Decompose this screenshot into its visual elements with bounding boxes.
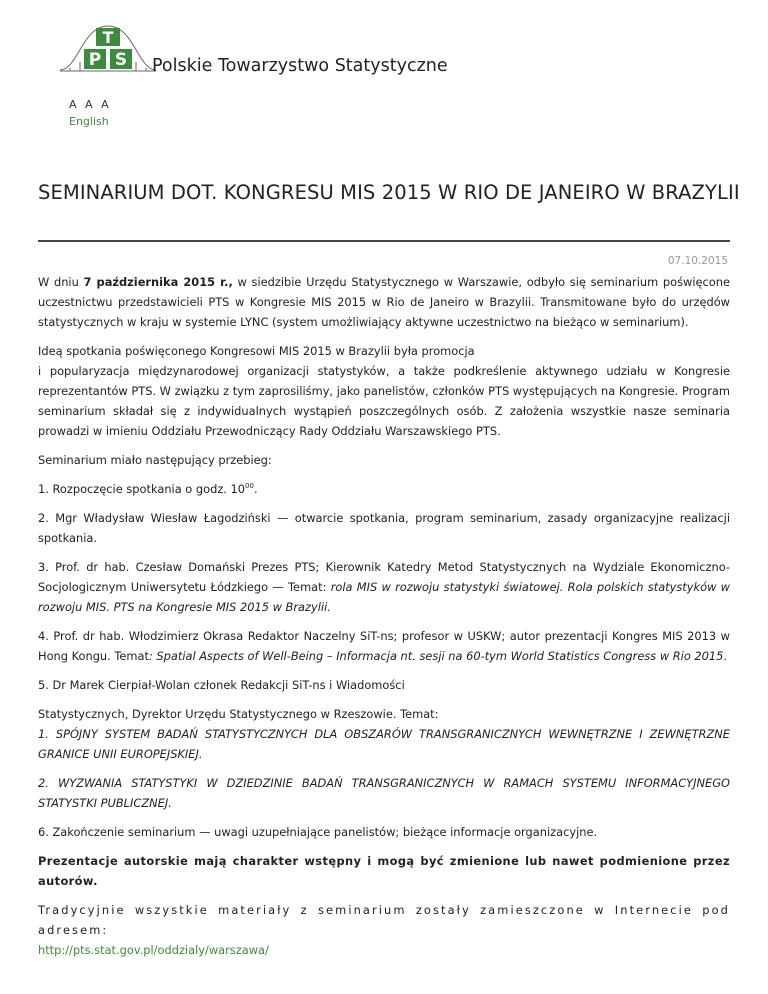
materials-link[interactable]: http://pts.stat.gov.pl/oddzialy/warszawa/ — [38, 943, 269, 957]
item-1-text: 1. Rozpoczęcie spotkania o godz. 10 — [38, 482, 246, 496]
item-3-topic: rola MIS w rozwoju statystyki światowej. Rola polskich statystyków w rozwoju MIS. PTS na Kongresie MIS 2015 w Brazylii. — [38, 580, 730, 614]
intro-rest: w siedzibie Urzędu Statystycznego w Warszawie, odbyło się seminarium poświęcone uczestnictwu przedstawicieli PTS w Kongresie MIS 2015 w Rio de Janeiro w Brazylii. Transmitowane było do urzędów statystycznych w kraju w systemie LYNC (system umożliwiający aktywne uczestnictwo na bieżąco w seminarium). — [38, 275, 730, 329]
font-size-large[interactable]: A — [101, 98, 111, 111]
topic-1 — [38, 724, 730, 764]
item-3-text: 3. Prof. dr hab. Czesław Domański Prezes PTS; Kierownik Katedry Metod Statystycznych na Wydziale Ekonomiczno-Socjologicznym Uniwersytetu Łódzkiego — Temat: — [38, 560, 730, 594]
program-item-1 — [38, 479, 730, 499]
page-title: SEMINARIUM DOT. KONGRESU MIS 2015 W RIO DE JANEIRO W BRAZYLII — [38, 181, 740, 204]
intro-date-bold: 7 października 2015 r., — [83, 275, 233, 289]
site-header — [58, 16, 478, 78]
site-name[interactable]: Polskie Towarzystwo Statystyczne — [152, 56, 448, 76]
program-item-2: 2. Mgr Władysław Wiesław Łagodziński — otwarcie spotkania, program seminarium, zasady organizacyjne realizacji spotkania. — [38, 511, 730, 545]
idea-first-line: Ideą spotkania poświęconego Kongresowi MIS 2015 w Brazylii była promocja — [38, 344, 475, 358]
font-size-small[interactable]: A — [69, 98, 79, 111]
topic-2 — [38, 773, 730, 813]
program-item-3 — [38, 557, 730, 617]
paragraph-intro — [38, 272, 730, 332]
item-4-text: 4. Prof. dr hab. Włodzimierz Okrasa Redaktor Naczelny SiT-ns; profesor w USKW; autor prezentacji Kongres MIS 2013 w Hong Kongu. Temat — [38, 629, 730, 663]
program-intro: Seminarium miało następujący przebieg: — [38, 453, 272, 467]
post-date: 07.10.2015 — [667, 255, 728, 267]
paragraph-idea — [38, 341, 730, 441]
materials-link-line — [38, 940, 730, 960]
article-body — [38, 272, 730, 969]
font-size-medium[interactable]: A — [85, 98, 95, 111]
program-item-5: 5. Dr Marek Cierpiał-Wolan członek Redakcji SiT-ns i Wiadomości — [38, 678, 405, 692]
logo-letter-p: P — [88, 50, 102, 70]
idea-rest: i popularyzacja międzynarodowej organizacji statystyków, a także podkreślenie aktywnego udziału w Kongresie reprezentantów PTS. W związku z tym zaprosiliśmy, jako panelistów, członków PTS występujących na Kongresie. Program seminarium składał się z indywidualnych wystąpień poszczególnych osób. Z założenia wszystkie nasze seminaria prowadzi w imieniu Oddziału Przewodniczący Rady Oddziału Warszawskiego PTS. — [38, 364, 730, 438]
topic-1-text: 1. SPÓJNY SYSTEM BADAŃ STATYSTYCZNYCH DLA OBSZARÓW TRANSGRANICZNYCH WEWNĘTRZNE I ZEWNĘTRZNE GRANICE UNII EUROPEJSKIEJ. — [38, 727, 730, 761]
language-english-link[interactable]: English — [69, 115, 109, 128]
materials-text: Tradycyjnie wszystkie materiały z seminarium zostały zamieszczone w Internecie pod adresem: — [38, 903, 730, 937]
program-item-4 — [38, 626, 730, 666]
font-size-controls — [69, 98, 112, 111]
topic-2-text: 2. WYZWANIA STATYSTYKI W DZIEDZINIE BADAŃ TRANSGRANICZNYCH W RAMACH SYSTEMU INFORMACYJNEGO STATYSTKI PUBLICZNEJ. — [38, 776, 730, 810]
presentations-note: Prezentacje autorskie mają charakter wstępny i mogą być zmienione lub nawet podmienione przez autorów. — [38, 854, 730, 888]
intro-prefix: W dniu — [38, 275, 84, 289]
program-item-5-continued: Statystycznych, Dyrektor Urzędu Statystycznego w Rzeszowie. Temat: — [38, 707, 439, 721]
item-4-topic: : Spatial Aspects of Well-Being – Informacja nt. sesji na 60-tym World Statistics Congress w Rio 2015 — [148, 649, 724, 663]
item-4-end: . — [723, 649, 728, 663]
pts-logo[interactable] — [58, 16, 158, 78]
logo-letter-t: T — [102, 28, 114, 47]
program-item-6: 6. Zakończenie seminarium — uwagi uzupełniające panelistów; bieżące informacje organizacyjne. — [38, 825, 598, 839]
item-1-end: . — [253, 482, 258, 496]
logo-letter-s: S — [114, 50, 128, 70]
item-1-superscript: 00 — [245, 482, 254, 491]
title-divider — [38, 240, 730, 242]
